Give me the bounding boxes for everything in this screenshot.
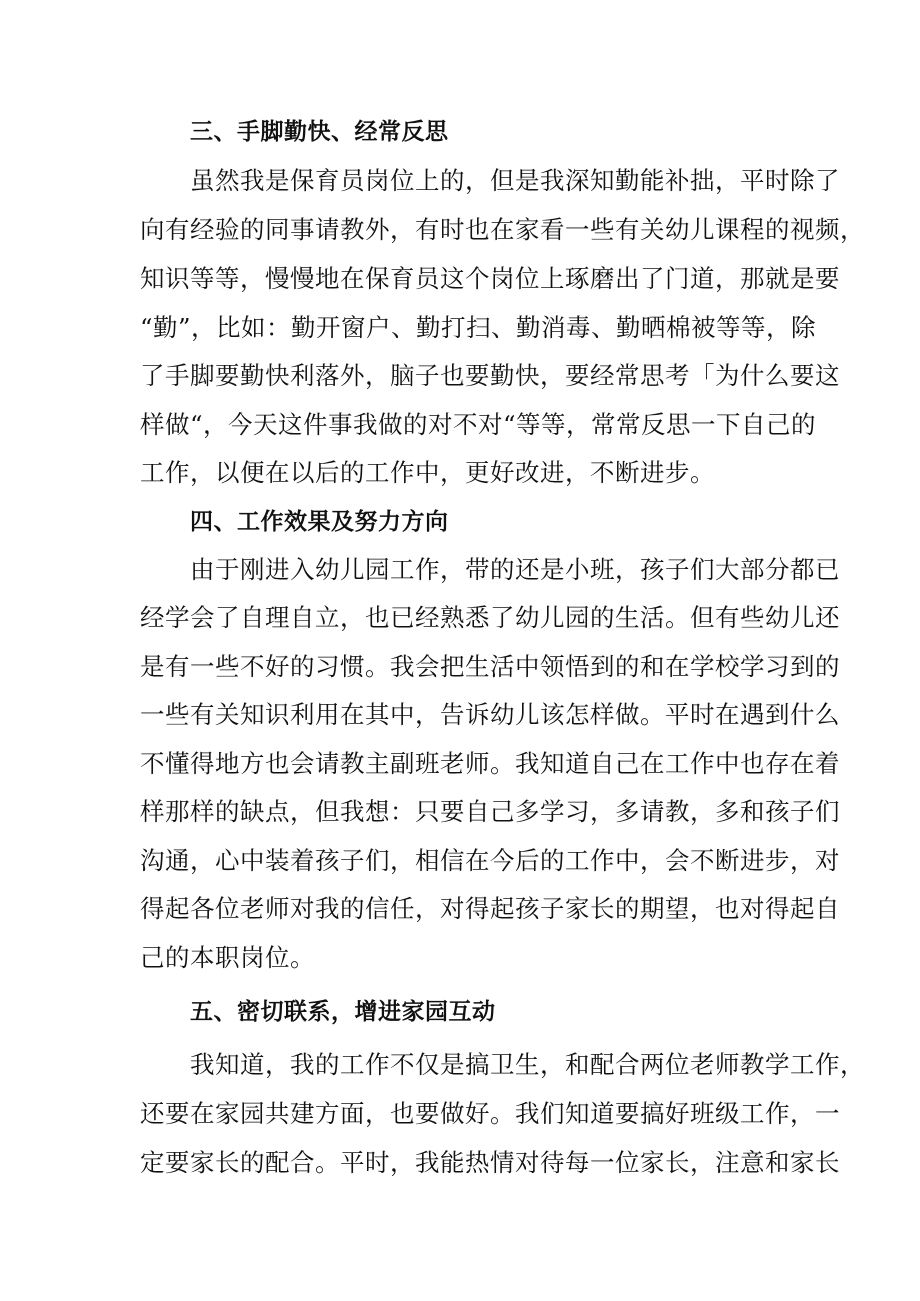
paragraph-line: 工作，以便在以后的工作中，更好改进，不断进步。: [140, 458, 715, 487]
paragraph-line: 定要家长的配合。平时，我能热情对待每一位家长，注意和家长: [140, 1148, 840, 1177]
paragraph-line: 一些有关知识利用在其中，告诉幼儿该怎样做。平时在遇到什么: [140, 700, 840, 729]
paragraph-line: “勤”，比如：勤开窗户、勤打扫、勤消毒、勤晒棉被等等，除: [140, 313, 817, 342]
paragraph-line: 经学会了自理自立，也已经熟悉了幼儿园的生活。但有些幼儿还: [140, 603, 840, 632]
paragraph-line: 还要在家园共建方面，也要做好。我们知道要搞好班级工作，一: [140, 1099, 840, 1128]
section-heading-4: 四、工作效果及努力方向: [190, 509, 449, 535]
paragraph-line: 了手脚要勤快利落外，脑子也要勤快，要经常思考「为什么要这: [140, 361, 840, 390]
paragraph-line: 得起各位老师对我的信任，对得起孩子家长的期望，也对得起自: [140, 894, 840, 923]
paragraph-line: 我知道，我的工作不仅是搞卫生，和配合两位老师教学工作，: [190, 1050, 865, 1079]
paragraph-line: 由于刚进入幼儿园工作，带的还是小班，孩子们大部分都已: [190, 555, 840, 584]
paragraph-line: 向有经验的同事请教外，有时也在家看一些有关幼儿课程的视频，: [140, 215, 865, 244]
section-heading-5: 五、密切联系，增进家园互动: [190, 999, 496, 1025]
paragraph-line: 知识等等，慢慢地在保育员这个岗位上琢磨出了门道，那就是要: [140, 264, 840, 293]
paragraph-line: 己的本职岗位。: [140, 943, 315, 972]
paragraph-line: 不懂得地方也会请教主副班老师。我知道自己在工作中也存在着: [140, 749, 840, 778]
paragraph-line: 沟通，心中装着孩子们，相信在今后的工作中，会不断进步，对: [140, 846, 840, 875]
paragraph-line: 是有一些不好的习惯。我会把生活中领悟到的和在学校学习到的: [140, 652, 840, 681]
paragraph-line: 样做“，今天这件事我做的对不对“等等，常常反思一下自己的: [140, 410, 817, 439]
section-heading-3: 三、手脚勤快、经常反思: [190, 119, 449, 145]
paragraph-line: 样那样的缺点，但我想：只要自己多学习，多请教，多和孩子们: [140, 797, 840, 826]
paragraph-line: 虽然我是保育员岗位上的，但是我深知勤能补拙，平时除了: [190, 166, 840, 195]
